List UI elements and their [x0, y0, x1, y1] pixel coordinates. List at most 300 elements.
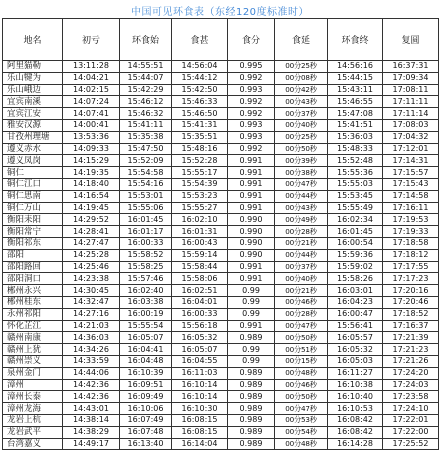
cell-magnitude: 0.989 [228, 414, 275, 426]
cell-duration: 00分44秒 [275, 190, 328, 202]
cell-last-contact: 17:24:10 [383, 403, 439, 415]
cell-first-contact: 14:44:06 [63, 367, 120, 379]
cell-magnitude: 0.990 [228, 249, 275, 261]
cell-location: 赣州上犹 [3, 344, 63, 356]
cell-last-contact: 17:14:58 [383, 190, 439, 202]
table-row [3, 96, 439, 108]
cell-location: 衡阳常宁 [3, 226, 63, 238]
cell-last-contact: 17:18:52 [383, 308, 439, 320]
header-location: 地名 [3, 19, 63, 61]
cell-location: 邵阳 [3, 249, 63, 261]
cell-maximum: 15:58:06 [172, 273, 228, 285]
cell-magnitude: 0.991 [228, 320, 275, 332]
table-row [3, 131, 439, 143]
cell-last-contact: 17:25:52 [383, 438, 439, 450]
cell-annular-end: 15:44:15 [328, 72, 383, 84]
cell-last-contact: 17:21:23 [383, 344, 439, 356]
cell-magnitude: 0.990 [228, 214, 275, 226]
cell-duration: 00分37秒 [275, 261, 328, 273]
cell-annular-start: 15:41:11 [120, 119, 172, 131]
cell-annular-start: 15:55:06 [120, 202, 172, 214]
cell-first-contact: 14:34:26 [63, 344, 120, 356]
cell-duration: 00分39秒 [275, 155, 328, 167]
cell-annular-start: 16:00:19 [120, 308, 172, 320]
cell-maximum: 15:46:50 [172, 108, 228, 120]
cell-maximum: 16:10:30 [172, 403, 228, 415]
cell-annular-start: 15:44:07 [120, 72, 172, 84]
cell-magnitude: 0.993 [228, 131, 275, 143]
cell-location: 甘孜州理塘 [3, 131, 63, 143]
cell-duration: 00分48秒 [275, 367, 328, 379]
cell-annular-end: 15:59:02 [328, 261, 383, 273]
table-row [3, 202, 439, 214]
cell-duration: 00分48秒 [275, 438, 328, 450]
cell-duration: 00分51秒 [275, 344, 328, 356]
cell-magnitude: 0.995 [228, 61, 275, 73]
cell-magnitude: 0.990 [228, 226, 275, 238]
cell-location: 邵阳路回 [3, 261, 63, 273]
cell-maximum: 15:55:27 [172, 202, 228, 214]
cell-annular-start: 15:58:25 [120, 261, 172, 273]
table-row [3, 237, 439, 249]
cell-last-contact: 17:11:11 [383, 96, 439, 108]
cell-first-contact: 14:38:29 [63, 426, 120, 438]
cell-duration: 00分46秒 [275, 379, 328, 391]
cell-first-contact: 14:25:46 [63, 261, 120, 273]
cell-duration: 00分08秒 [275, 72, 328, 84]
cell-duration: 00分54秒 [275, 426, 328, 438]
table-row [3, 273, 439, 285]
cell-last-contact: 17:11:14 [383, 108, 439, 120]
cell-duration: 00分50秒 [275, 143, 328, 155]
cell-location: 铜仁 [3, 167, 63, 179]
cell-annular-end: 16:05:03 [328, 355, 383, 367]
cell-location: 衡阳祁东 [3, 237, 63, 249]
cell-duration: 00分43秒 [275, 202, 328, 214]
cell-last-contact: 17:21:39 [383, 332, 439, 344]
cell-first-contact: 14:49:17 [63, 438, 120, 450]
cell-first-contact: 14:21:03 [63, 320, 120, 332]
cell-magnitude: 0.991 [228, 167, 275, 179]
cell-last-contact: 17:18:58 [383, 237, 439, 249]
cell-annular-end: 15:55:03 [328, 178, 383, 190]
cell-annular-start: 16:10:06 [120, 403, 172, 415]
cell-maximum: 15:41:31 [172, 119, 228, 131]
cell-annular-start: 16:00:33 [120, 237, 172, 249]
cell-maximum: 16:11:03 [172, 367, 228, 379]
cell-first-contact: 14:02:15 [63, 84, 120, 96]
table-row [3, 332, 439, 344]
cell-first-contact: 14:28:41 [63, 226, 120, 238]
cell-first-contact: 13:53:36 [63, 131, 120, 143]
cell-annular-start: 16:07:49 [120, 414, 172, 426]
table-row [3, 143, 439, 155]
cell-annular-start: 15:54:58 [120, 167, 172, 179]
cell-location: 漳州龙海 [3, 403, 63, 415]
eclipse-times-table [2, 18, 439, 450]
cell-annular-end: 15:58:26 [328, 273, 383, 285]
cell-duration: 00分28秒 [275, 308, 328, 320]
cell-last-contact: 17:17:23 [383, 273, 439, 285]
cell-annular-end: 15:46:55 [328, 96, 383, 108]
cell-location: 龙岩上杭 [3, 414, 63, 426]
table-row [3, 308, 439, 320]
cell-first-contact: 14:27:47 [63, 237, 120, 249]
cell-last-contact: 17:23:58 [383, 391, 439, 403]
cell-last-contact: 17:24:03 [383, 379, 439, 391]
cell-location: 漳州 [3, 379, 63, 391]
cell-last-contact: 17:24:20 [383, 367, 439, 379]
cell-duration: 00分44秒 [275, 249, 328, 261]
cell-duration: 00分25秒 [275, 61, 328, 73]
cell-first-contact: 14:15:29 [63, 155, 120, 167]
cell-last-contact: 17:17:55 [383, 261, 439, 273]
header-magnitude: 食分 [228, 19, 275, 61]
cell-maximum: 16:01:31 [172, 226, 228, 238]
cell-maximum: 15:59:14 [172, 249, 228, 261]
cell-last-contact: 17:19:53 [383, 214, 439, 226]
cell-maximum: 16:00:43 [172, 237, 228, 249]
cell-annular-start: 15:47:50 [120, 143, 172, 155]
cell-annular-start: 16:03:38 [120, 296, 172, 308]
cell-last-contact: 17:04:32 [383, 131, 439, 143]
cell-annular-end: 16:08:42 [328, 414, 383, 426]
table-row [3, 296, 439, 308]
cell-location: 阿里猫勒 [3, 61, 63, 73]
cell-annular-start: 16:01:17 [120, 226, 172, 238]
cell-location: 台湾嘉义 [3, 438, 63, 450]
cell-magnitude: 0.989 [228, 332, 275, 344]
cell-maximum: 16:05:07 [172, 344, 228, 356]
cell-first-contact: 14:38:14 [63, 414, 120, 426]
table-row [3, 320, 439, 332]
cell-annular-start: 15:53:01 [120, 190, 172, 202]
cell-maximum: 16:02:10 [172, 214, 228, 226]
cell-duration: 00分37秒 [275, 108, 328, 120]
cell-magnitude: 0.992 [228, 143, 275, 155]
cell-duration: 00分50秒 [275, 391, 328, 403]
cell-last-contact: 17:08:11 [383, 84, 439, 96]
cell-last-contact: 17:22:01 [383, 414, 439, 426]
cell-maximum: 15:46:33 [172, 96, 228, 108]
cell-last-contact: 16:37:31 [383, 61, 439, 73]
cell-location: 遵义凤岗 [3, 155, 63, 167]
cell-location: 乐山犍为 [3, 72, 63, 84]
cell-first-contact: 14:16:54 [63, 190, 120, 202]
cell-duration: 00分15秒 [275, 355, 328, 367]
header-maximum: 食甚 [172, 19, 228, 61]
cell-magnitude: 0.989 [228, 438, 275, 450]
table-row [3, 379, 439, 391]
cell-annular-end: 15:43:11 [328, 84, 383, 96]
cell-last-contact: 17:19:33 [383, 226, 439, 238]
cell-magnitude: 0.99 [228, 285, 275, 297]
cell-annular-end: 15:36:03 [328, 131, 383, 143]
cell-duration: 00分40秒 [275, 273, 328, 285]
cell-annular-end: 16:00:54 [328, 237, 383, 249]
cell-annular-end: 15:41:51 [328, 119, 383, 131]
cell-maximum: 16:10:14 [172, 391, 228, 403]
header-annular-end: 环食终 [328, 19, 383, 61]
table-row [3, 61, 439, 73]
cell-last-contact: 17:12:01 [383, 143, 439, 155]
cell-duration: 00分47秒 [275, 178, 328, 190]
cell-maximum: 16:04:01 [172, 296, 228, 308]
table-title [0, 3, 440, 18]
header-row [3, 19, 439, 61]
table-row [3, 72, 439, 84]
cell-location: 郴州桂东 [3, 296, 63, 308]
cell-first-contact: 14:07:24 [63, 96, 120, 108]
cell-duration: 00分47秒 [275, 320, 328, 332]
cell-duration: 00分43秒 [275, 96, 328, 108]
cell-annular-start: 16:02:40 [120, 285, 172, 297]
cell-annular-start: 16:01:45 [120, 214, 172, 226]
cell-location: 郴州永兴 [3, 285, 63, 297]
cell-maximum: 16:08:15 [172, 426, 228, 438]
cell-last-contact: 17:16:11 [383, 202, 439, 214]
cell-annular-end: 15:48:33 [328, 143, 383, 155]
table-row [3, 355, 439, 367]
cell-magnitude: 0.991 [228, 190, 275, 202]
cell-last-contact: 17:08:03 [383, 119, 439, 131]
title-main: 中国可见环食表 [130, 7, 205, 18]
table-row [3, 84, 439, 96]
cell-duration: 00分53秒 [275, 414, 328, 426]
cell-maximum: 15:42:50 [172, 84, 228, 96]
cell-annular-end: 16:05:57 [328, 332, 383, 344]
cell-maximum: 15:58:44 [172, 261, 228, 273]
cell-magnitude: 0.991 [228, 202, 275, 214]
cell-magnitude: 0.993 [228, 84, 275, 96]
cell-duration: 00分21秒 [275, 285, 328, 297]
cell-annular-end: 16:10:40 [328, 391, 383, 403]
table-row [3, 178, 439, 190]
cell-maximum: 16:04:55 [172, 355, 228, 367]
cell-maximum: 16:10:14 [172, 379, 228, 391]
cell-duration: 00分46秒 [275, 296, 328, 308]
cell-duration: 00分49秒 [275, 214, 328, 226]
cell-magnitude: 0.99 [228, 344, 275, 356]
cell-annular-start: 15:57:46 [120, 273, 172, 285]
cell-duration: 00分28秒 [275, 226, 328, 238]
cell-maximum: 15:56:18 [172, 320, 228, 332]
cell-first-contact: 14:00:41 [63, 119, 120, 131]
cell-location: 乐山峨边 [3, 84, 63, 96]
cell-last-contact: 17:18:12 [383, 249, 439, 261]
cell-annular-end: 16:14:28 [328, 438, 383, 450]
cell-annular-start: 15:55:54 [120, 320, 172, 332]
cell-annular-start: 16:09:51 [120, 379, 172, 391]
cell-location: 衡阳耒阳 [3, 214, 63, 226]
cell-magnitude: 0.991 [228, 178, 275, 190]
cell-annular-end: 16:01:45 [328, 226, 383, 238]
cell-maximum: 15:55:17 [172, 167, 228, 179]
cell-maximum: 15:44:12 [172, 72, 228, 84]
cell-magnitude: 0.992 [228, 72, 275, 84]
cell-annular-start: 15:58:52 [120, 249, 172, 261]
cell-annular-end: 16:02:34 [328, 214, 383, 226]
cell-annular-start: 16:04:48 [120, 355, 172, 367]
cell-location: 怀化芷江 [3, 320, 63, 332]
cell-maximum: 15:52:28 [172, 155, 228, 167]
cell-magnitude: 0.991 [228, 155, 275, 167]
cell-first-contact: 14:27:16 [63, 308, 120, 320]
header-first-contact: 初亏 [63, 19, 120, 61]
table-row [3, 261, 439, 273]
cell-annular-end: 16:10:38 [328, 379, 383, 391]
cell-magnitude: 0.990 [228, 237, 275, 249]
header-last-contact: 复圆 [383, 19, 439, 61]
cell-location: 雅安汉源 [3, 119, 63, 131]
cell-first-contact: 14:42:36 [63, 379, 120, 391]
table-row [3, 108, 439, 120]
cell-first-contact: 14:04:21 [63, 72, 120, 84]
cell-magnitude: 0.992 [228, 96, 275, 108]
cell-magnitude: 0.991 [228, 261, 275, 273]
cell-last-contact: 17:16:37 [383, 320, 439, 332]
cell-magnitude: 0.989 [228, 391, 275, 403]
cell-first-contact: 14:07:41 [63, 108, 120, 120]
cell-location: 赣州崇义 [3, 355, 63, 367]
title-note: （东经120度标准时） [204, 7, 310, 18]
cell-location: 宜宾南溪 [3, 96, 63, 108]
cell-annular-start: 14:55:51 [120, 61, 172, 73]
cell-annular-end: 16:04:23 [328, 296, 383, 308]
cell-duration: 00分42秒 [275, 84, 328, 96]
cell-location: 遵义赤水 [3, 143, 63, 155]
cell-duration: 00分47秒 [275, 403, 328, 415]
cell-maximum: 15:35:51 [172, 131, 228, 143]
cell-location: 永州祁阳 [3, 308, 63, 320]
header-duration: 食延 [275, 19, 328, 61]
cell-duration: 00分21秒 [275, 237, 328, 249]
table-row [3, 391, 439, 403]
table-row [3, 119, 439, 131]
cell-annular-start: 15:52:09 [120, 155, 172, 167]
cell-maximum: 16:14:04 [172, 438, 228, 450]
header-annular-start: 环食始 [120, 19, 172, 61]
cell-magnitude: 0.99 [228, 355, 275, 367]
cell-magnitude: 0.992 [228, 108, 275, 120]
cell-annular-start: 16:07:48 [120, 426, 172, 438]
cell-magnitude: 0.989 [228, 367, 275, 379]
table-row [3, 190, 439, 202]
cell-annular-start: 16:05:07 [120, 332, 172, 344]
cell-annular-end: 15:55:49 [328, 202, 383, 214]
cell-maximum: 16:08:15 [172, 414, 228, 426]
cell-location: 泉州金门 [3, 367, 63, 379]
cell-first-contact: 13:11:28 [63, 61, 120, 73]
cell-magnitude: 0.989 [228, 426, 275, 438]
cell-location: 铜仁江口 [3, 178, 63, 190]
cell-annular-end: 16:05:32 [328, 344, 383, 356]
cell-annular-start: 16:04:41 [120, 344, 172, 356]
cell-location: 漳州长泰 [3, 391, 63, 403]
cell-first-contact: 14:18:40 [63, 178, 120, 190]
cell-annular-start: 15:42:29 [120, 84, 172, 96]
cell-annular-end: 14:56:16 [328, 61, 383, 73]
table-row [3, 285, 439, 297]
cell-maximum: 16:02:51 [172, 285, 228, 297]
cell-magnitude: 0.989 [228, 403, 275, 415]
cell-first-contact: 14:09:33 [63, 143, 120, 155]
cell-first-contact: 14:43:01 [63, 403, 120, 415]
cell-first-contact: 14:29:52 [63, 214, 120, 226]
cell-annular-start: 16:10:39 [120, 367, 172, 379]
cell-annular-end: 16:03:01 [328, 285, 383, 297]
cell-first-contact: 14:19:45 [63, 202, 120, 214]
cell-first-contact: 14:33:59 [63, 355, 120, 367]
cell-maximum: 15:53:23 [172, 190, 228, 202]
cell-annular-end: 15:59:36 [328, 249, 383, 261]
cell-maximum: 14:56:04 [172, 61, 228, 73]
table-row [3, 155, 439, 167]
cell-last-contact: 17:21:26 [383, 355, 439, 367]
cell-location: 铜仁万山 [3, 202, 63, 214]
cell-last-contact: 17:14:31 [383, 155, 439, 167]
cell-duration: 00分38秒 [275, 167, 328, 179]
table-row [3, 367, 439, 379]
table-row [3, 226, 439, 238]
cell-first-contact: 14:30:45 [63, 285, 120, 297]
cell-duration: 00分50秒 [275, 332, 328, 344]
cell-annular-end: 15:55:36 [328, 167, 383, 179]
cell-annular-start: 15:35:38 [120, 131, 172, 143]
cell-annular-end: 15:56:41 [328, 320, 383, 332]
cell-magnitude: 0.989 [228, 379, 275, 391]
cell-first-contact: 14:23:38 [63, 273, 120, 285]
cell-annular-start: 15:54:16 [120, 178, 172, 190]
cell-maximum: 15:54:39 [172, 178, 228, 190]
cell-location: 宜宾江安 [3, 108, 63, 120]
cell-magnitude: 0.99 [228, 296, 275, 308]
cell-annular-end: 16:00:47 [328, 308, 383, 320]
cell-location: 龙岩武平 [3, 426, 63, 438]
cell-annular-end: 16:10:53 [328, 403, 383, 415]
table-body [3, 61, 439, 450]
table-row [3, 344, 439, 356]
cell-last-contact: 17:15:57 [383, 167, 439, 179]
cell-annular-start: 15:46:32 [120, 108, 172, 120]
cell-last-contact: 17:22:00 [383, 426, 439, 438]
cell-first-contact: 14:42:36 [63, 391, 120, 403]
cell-first-contact: 14:25:28 [63, 249, 120, 261]
cell-magnitude: 0.991 [228, 273, 275, 285]
cell-magnitude: 0.99 [228, 308, 275, 320]
cell-annular-end: 15:47:08 [328, 108, 383, 120]
table-row [3, 438, 439, 450]
cell-first-contact: 14:36:03 [63, 332, 120, 344]
table-row [3, 167, 439, 179]
cell-annular-end: 15:53:45 [328, 190, 383, 202]
cell-annular-start: 16:09:49 [120, 391, 172, 403]
table-row [3, 249, 439, 261]
cell-annular-start: 16:13:40 [120, 438, 172, 450]
cell-last-contact: 17:20:46 [383, 296, 439, 308]
cell-duration: 00分40秒 [275, 119, 328, 131]
cell-annular-end: 16:08:42 [328, 426, 383, 438]
table-row [3, 426, 439, 438]
cell-last-contact: 17:09:34 [383, 72, 439, 84]
table-row [3, 414, 439, 426]
cell-first-contact: 14:19:35 [63, 167, 120, 179]
cell-location: 铜仁思南 [3, 190, 63, 202]
cell-annular-start: 15:46:12 [120, 96, 172, 108]
cell-maximum: 16:05:32 [172, 332, 228, 344]
cell-duration: 00分25秒 [275, 131, 328, 143]
cell-annular-end: 15:52:48 [328, 155, 383, 167]
